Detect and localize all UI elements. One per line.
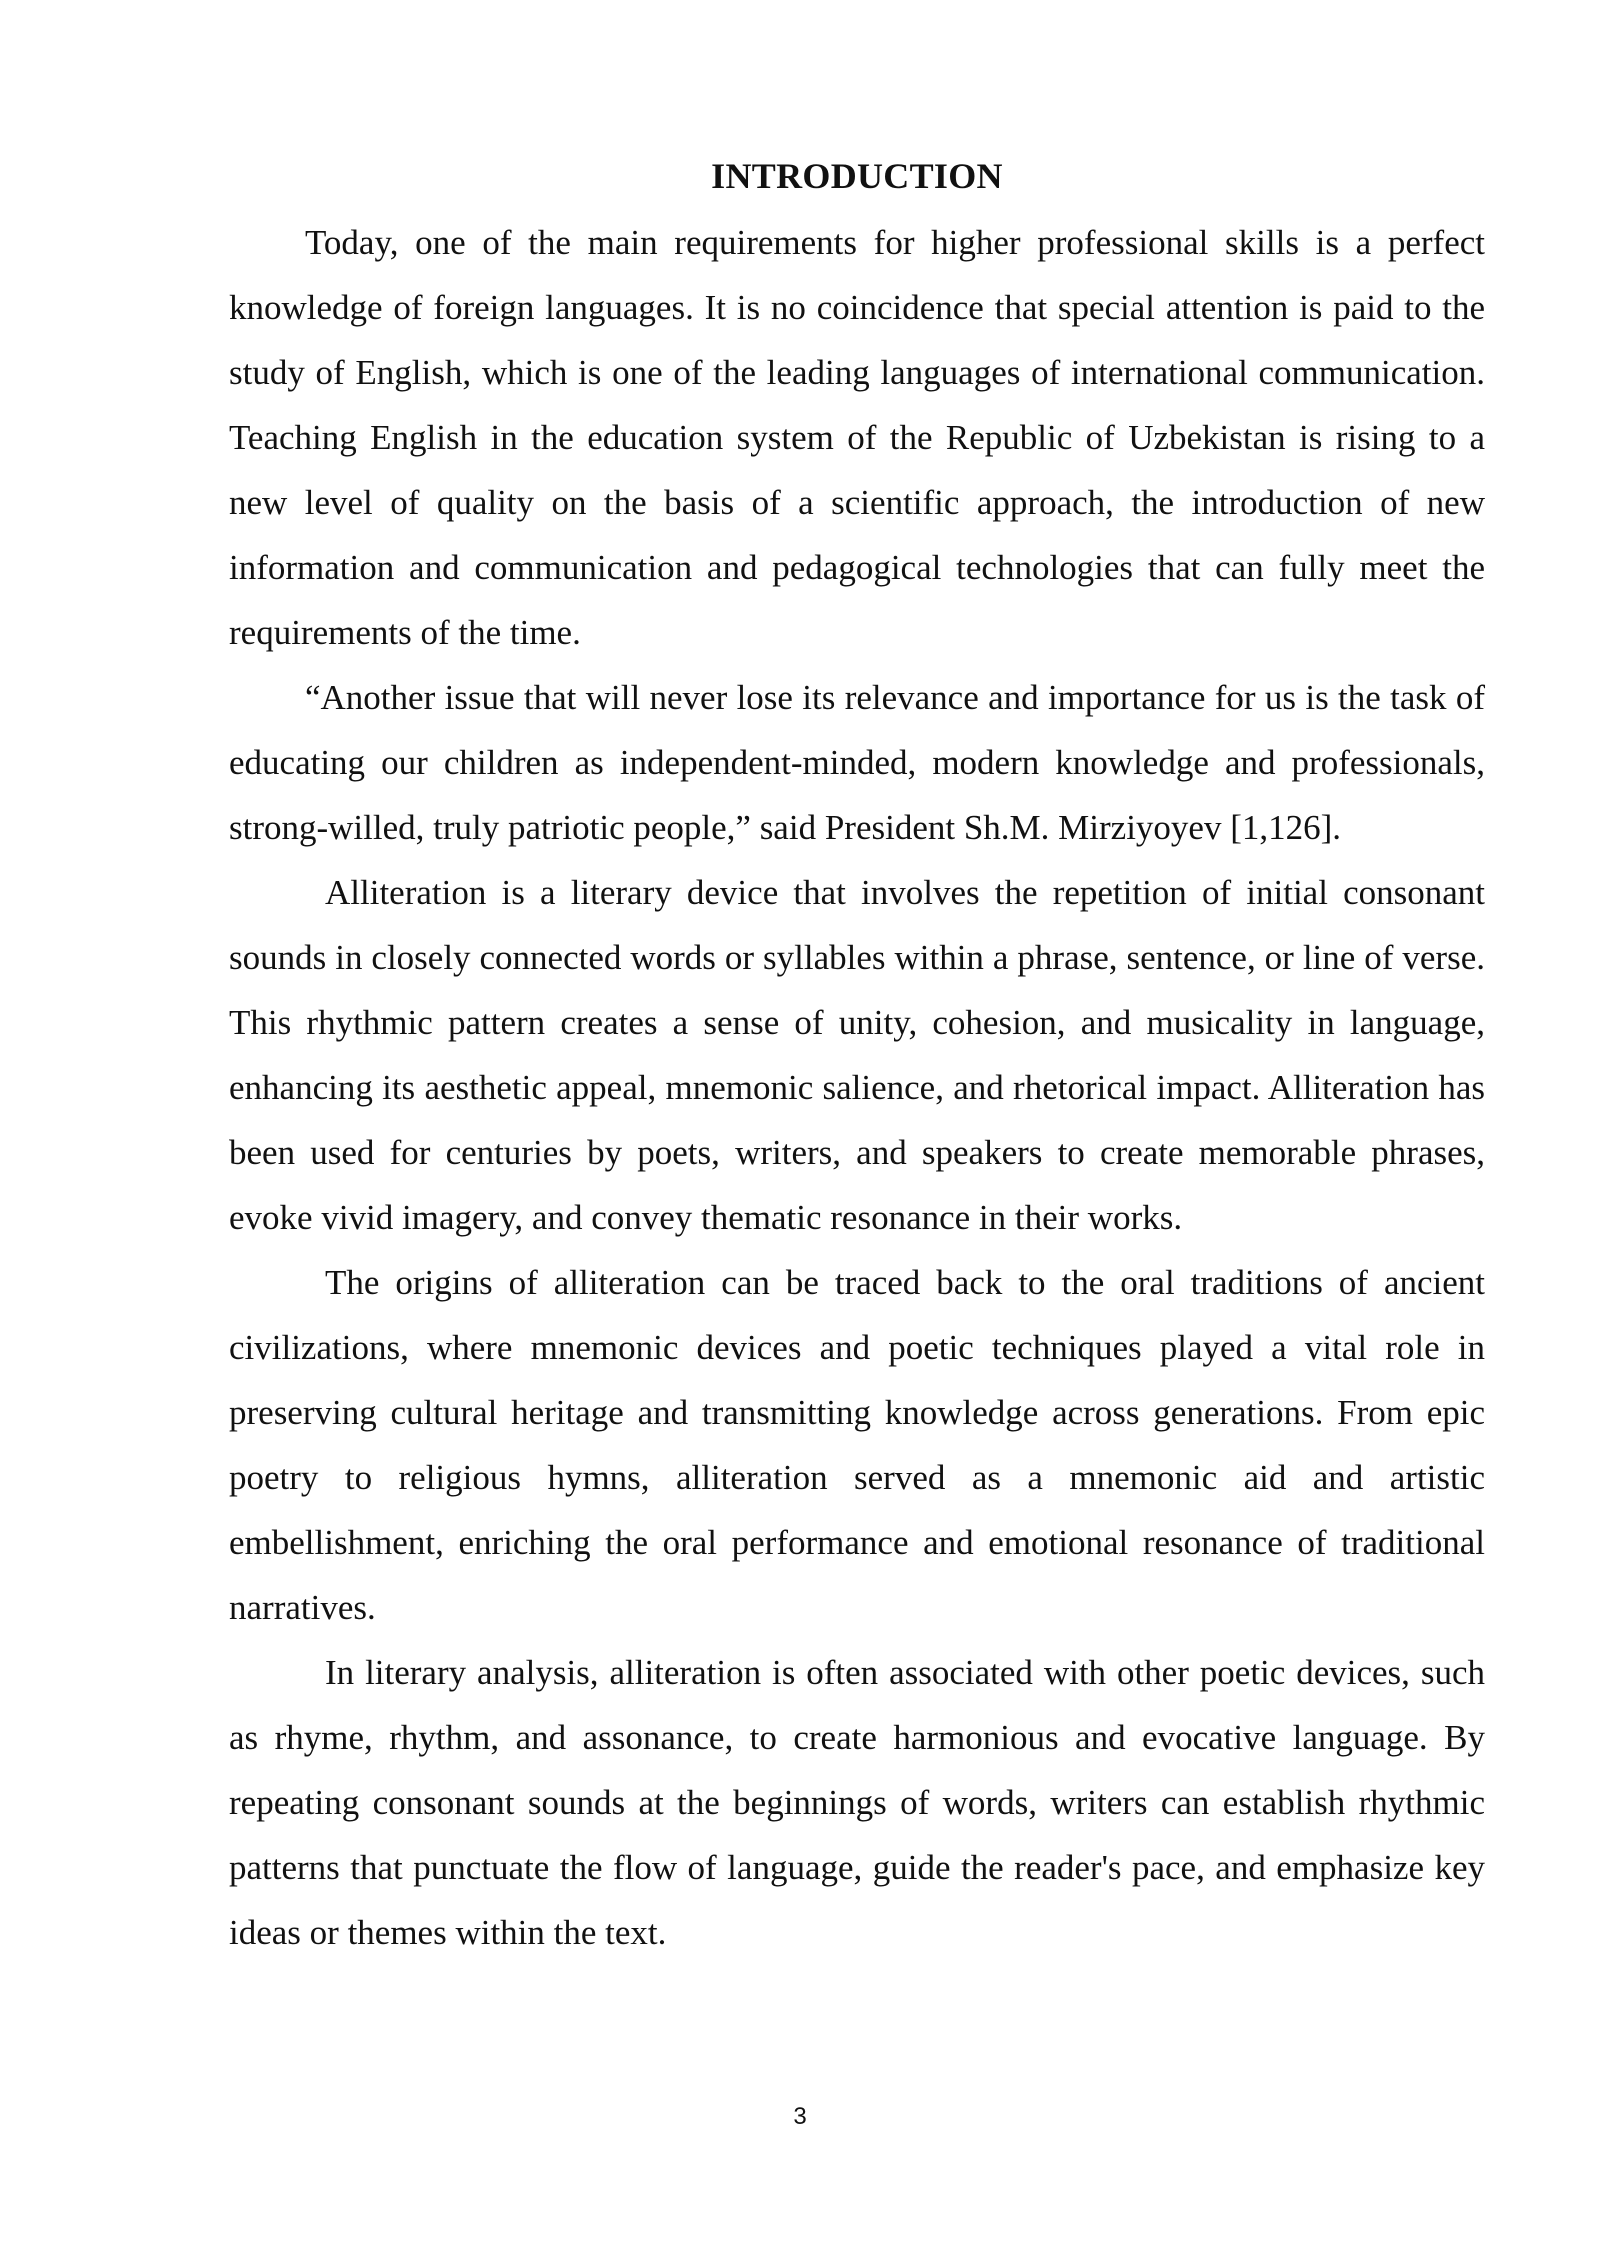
- paragraph-5: In literary analysis, alliteration is often associated with other poetic devices, such as rhyme, rhythm, and assonance, to create harmonious and evocative language. By repeating consonant sounds at the beginnings of words, writers can establish rhythmic patterns that punctuate the flow of language, guide the reader's pace, and emphasize key ideas or themes within the text.: [229, 1653, 1485, 1952]
- page-body: [229, 150, 1485, 1965]
- paragraph-4: The origins of alliteration can be traced back to the oral traditions of ancient civilizations, where mnemonic devices and poetic techniques played a vital role in preserving cultural heritage and transmitting knowledge across generations. From epic poetry to religious hymns, alliteration served as a mnemonic aid and artistic embellishment, enriching the oral performance and emotional resonance of traditional narratives.: [229, 1263, 1485, 1627]
- section-title: INTRODUCTION: [711, 156, 1003, 196]
- paragraph-2: “Another issue that will never lose its relevance and importance for us is the task of educating our children as independent-minded, modern knowledge and professionals, strong-willed, truly patriotic people,” said President Sh.M. Mirziyoyev [1,126].: [229, 678, 1485, 847]
- page-number: 3: [793, 2103, 807, 2130]
- paragraph-1: Today, one of the main requirements for higher professional skills is a perfect knowledge of foreign languages. It is no coincidence that special attention is paid to the study of English, which is one of the leading languages of international communication. Teaching English in the education system of the Republic of Uzbekistan is rising to a new level of quality on the basis of a scientific approach, the introduction of new information and communication and pedagogical technologies that can fully meet the requirements of the time.: [229, 223, 1485, 652]
- paragraph-3: Alliteration is a literary device that involves the repetition of initial consonant sounds in closely connected words or syllables within a phrase, sentence, or line of verse. This rhythmic pattern creates a sense of unity, cohesion, and musicality in language, enhancing its aesthetic appeal, mnemonic salience, and rhetorical impact. Alliteration has been used for centuries by poets, writers, and speakers to create memorable phrases, evoke vivid imagery, and convey thematic resonance in their works.: [229, 873, 1485, 1237]
